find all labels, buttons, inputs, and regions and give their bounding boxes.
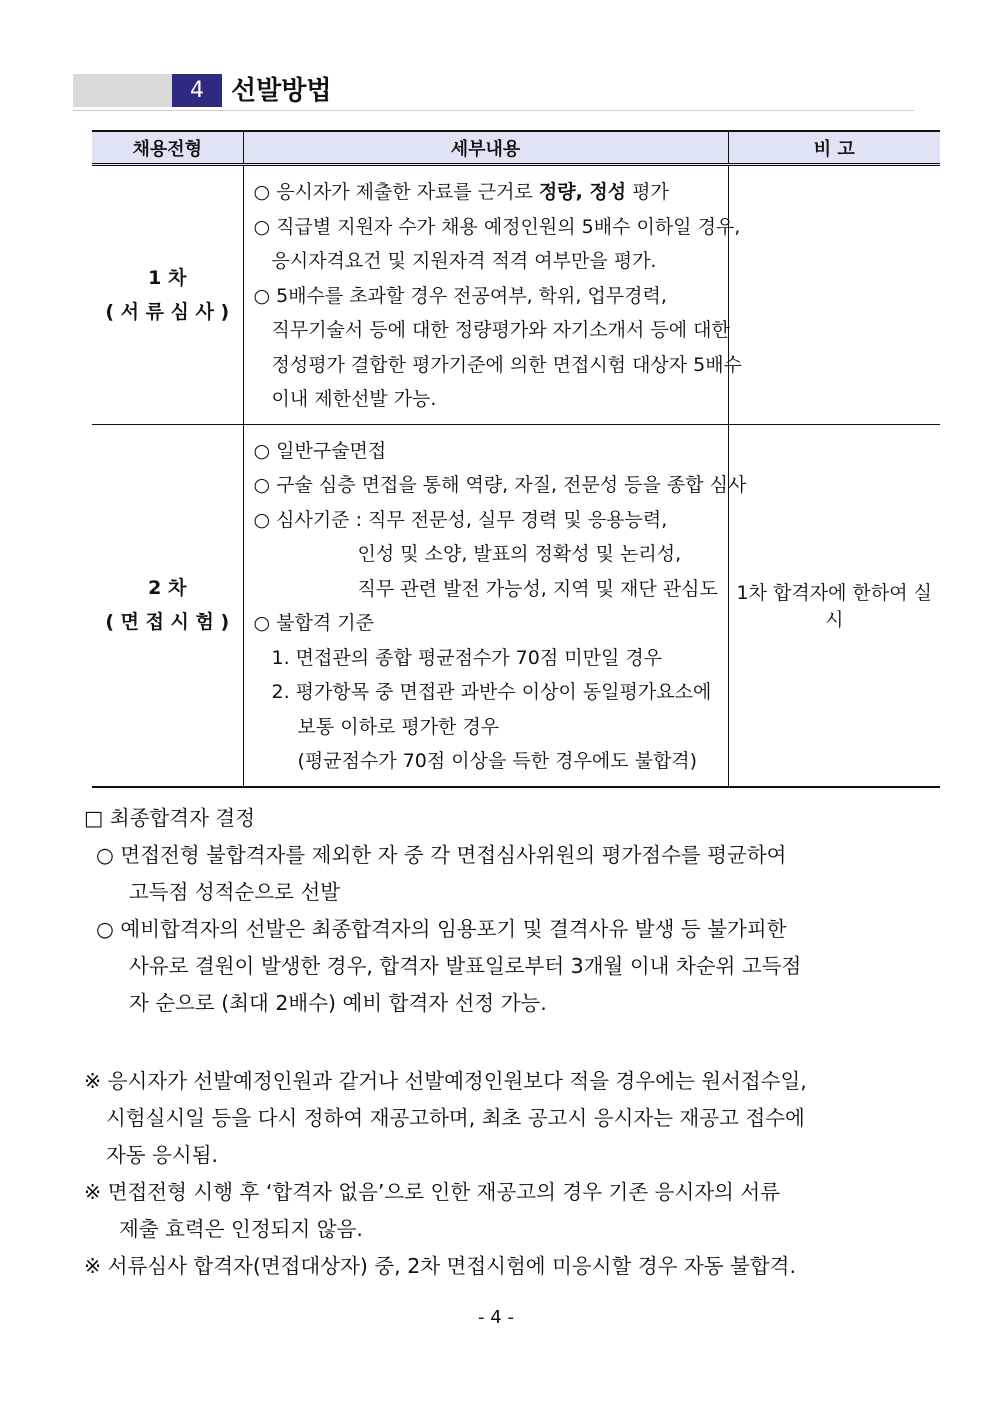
detail-line: 인성 및 소양, 발표의 정확성 및 논리성, [357,543,682,566]
final-item-cont: 사유로 결원이 발생한 경우, 합격자 발표일로부터 3개월 이내 차순위 고득점 [129,954,802,978]
stage-label: 2 차 [148,577,187,600]
header-note: 비 고 [728,131,940,165]
section-title: 선발방법 [231,76,332,106]
note-line: ※ 면접전형 시행 후 ‘합격자 없음’으로 인한 재공고의 경우 기존 응시자의 서류 [84,1180,780,1204]
bold-text: 정량, 정성 [538,181,627,204]
final-item: ○ 면접전형 불합격자를 제외한 자 중 각 면접심사위원의 평가점수를 평균하여 [96,843,787,867]
detail-line: 2. 평가항목 중 면접관 과반수 이상이 동일평가요소에 [271,681,712,704]
final-item-cont: 고득점 성적순으로 선발 [129,880,341,904]
detail-line: ○ 5배수를 초과할 경우 전공여부, 학위, 업무경력, [253,284,667,307]
note-line: ※ 응시자가 선발예정인원과 같거나 선발예정인원보다 적을 경우에는 원서접수일, [84,1069,807,1093]
final-section [84,800,801,1022]
note-line: 자동 응시됨. [106,1143,219,1167]
detail-line: 직무 관련 발전 가능성, 지역 및 재단 관심도 [357,577,718,600]
header-detail: 세부내용 [243,131,728,165]
detail-line: 이내 제한선발 가능. [271,388,437,411]
final-heading: □ 최종합격자 결정 [84,806,256,830]
detail-cell [243,165,742,425]
final-item: ○ 예비합격자의 선발은 최종합격자의 임용포기 및 결격사유 발생 등 불가피한 [96,917,787,941]
detail-line: (평균점수가 70점 이상을 득한 경우에도 불합격) [297,750,698,773]
header-gray-band [99,74,172,107]
detail-line: ○ 구술 심층 면접을 통해 역량, 자질, 전문성 등을 종합 심사 [253,474,747,497]
header-stage: 채용전형 [92,131,243,165]
stage-cell [92,165,243,425]
stage-label: 1 차 [148,267,187,289]
stage-sub-label: ( 서 류 심 사 ) [105,301,230,323]
detail-cell [243,425,747,787]
section-number: 4 [172,74,222,107]
note-cell [728,165,940,425]
note-line: ※ 서류심사 합격자(면접대상자) 중, 2차 면접시험에 미응시할 경우 자동 불합격. [84,1254,796,1278]
note-line: 제출 효력은 인정되지 않음. [119,1217,363,1241]
note-line: 시험실시일 등을 다시 정하여 재공고하며, 최초 공고시 응시자는 재공고 접수에 [106,1106,805,1130]
final-item-cont: 자 순으로 (최대 2배수) 예비 합격자 선정 가능. [129,991,547,1015]
detail-line: ○ 불합격 기준 [253,612,374,635]
selection-method-table [92,130,940,788]
detail-line: 정성평가 결합한 평가기준에 의한 면접시험 대상자 5배수 [271,353,742,376]
note-cell: 1차 합격자에 한하여 실시 [728,425,940,787]
table-row [92,165,940,425]
detail-line: ○ 심사기준 : 직무 전문성, 실무 경력 및 응용능력, [253,508,668,531]
detail-line: ○ 응시자가 제출한 자료를 근거로 정량, 정성 평가 [253,181,669,204]
detail-line: 응시자격요건 및 지원자격 적격 여부만을 평가. [271,250,657,273]
notes-section [84,1063,807,1285]
page-number: - 4 - [478,1307,514,1328]
detail-line: ○ 직급별 지원자 수가 채용 예정인원의 5배수 이하일 경우, [253,215,741,238]
header-gray-block [73,74,99,107]
detail-line: 1. 면접관의 종합 평균점수가 70점 미만일 경우 [271,646,663,669]
table-row [92,425,940,787]
stage-sub-label: ( 면 접 시 험 ) [105,611,230,634]
stage-cell [92,425,243,787]
section-header [73,70,914,111]
table-header-row [92,131,940,165]
detail-line: 직무기술서 등에 대한 정량평가와 자기소개서 등에 대한 [271,319,730,342]
detail-line: 보통 이하로 평가한 경우 [297,715,500,738]
detail-line: ○ 일반구술면접 [253,439,387,462]
